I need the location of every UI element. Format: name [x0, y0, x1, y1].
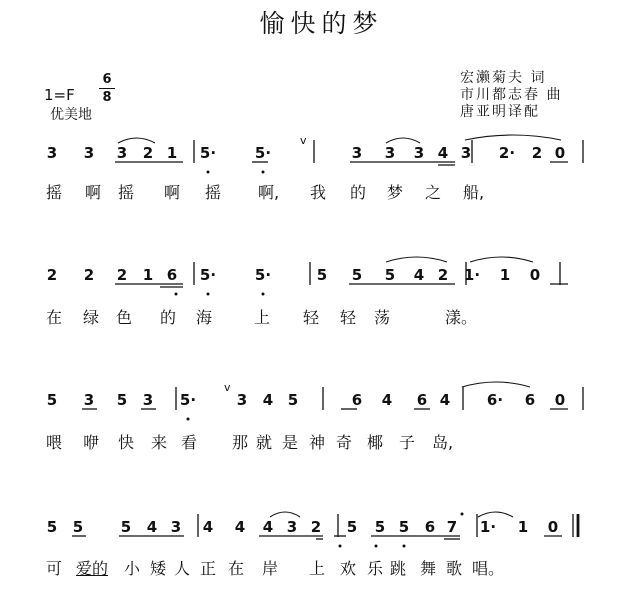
- note: 5: [398, 518, 410, 536]
- octave-dot-low: [375, 545, 378, 548]
- lyric-syllable: 看: [181, 433, 198, 452]
- note: 3: [142, 391, 154, 409]
- octave-dot-low: [207, 293, 210, 296]
- lyric-syllable: 的: [350, 183, 367, 202]
- lyric-syllable: 轻: [303, 308, 320, 327]
- lyric-syllable: 摇: [46, 183, 63, 202]
- note: 5: [46, 391, 58, 409]
- note: 5: [351, 266, 363, 284]
- note: 5: [374, 518, 386, 536]
- lyric-syllable: 就: [256, 433, 273, 452]
- octave-dot-high: [461, 513, 464, 516]
- note: 5: [72, 518, 84, 536]
- lyric-syllable: 岸: [262, 559, 279, 578]
- octave-dot-low: [339, 545, 342, 548]
- note: 2: [531, 144, 543, 162]
- note: 3: [170, 518, 182, 536]
- note: 5·: [199, 266, 217, 284]
- score-line-3: [47, 381, 583, 421]
- breath-mark: v: [224, 381, 231, 394]
- note: 4: [234, 518, 246, 536]
- lyric-syllable: 喂: [46, 433, 63, 452]
- octave-dot-low: [207, 171, 210, 174]
- note: 5: [46, 518, 58, 536]
- note: 3: [83, 391, 95, 409]
- note: 3: [351, 144, 363, 162]
- note: 5·: [179, 391, 197, 409]
- lyric-syllable: 啊: [164, 183, 181, 202]
- lyric-syllable: 荡: [374, 308, 391, 327]
- note: 4: [413, 266, 425, 284]
- note: 5·: [199, 144, 217, 162]
- lyric-syllable: 人: [174, 559, 191, 578]
- note: 5: [120, 518, 132, 536]
- lyric-syllable: 神: [309, 433, 326, 452]
- note: 6: [166, 266, 178, 284]
- lyric-syllable: 海: [196, 308, 213, 327]
- score-line-2: [47, 257, 568, 296]
- lyric-syllable: 歌: [446, 559, 463, 578]
- lyric-syllable: 欢: [340, 559, 357, 578]
- lyric-syllable: 小: [124, 559, 141, 578]
- slur: [270, 512, 300, 517]
- note: 5: [116, 391, 128, 409]
- slur: [465, 135, 561, 140]
- note: 2·: [498, 144, 516, 162]
- lyric-syllable: 爱的: [76, 559, 109, 578]
- note: 2: [46, 266, 58, 284]
- note: 4: [202, 518, 214, 536]
- octave-dot-low: [175, 293, 178, 296]
- note: 5: [384, 266, 396, 284]
- note: 3: [236, 391, 248, 409]
- lyric-syllable: 正: [200, 559, 217, 578]
- lyric-syllable: 唱。: [472, 559, 505, 578]
- lyric-syllable: 上: [254, 308, 271, 327]
- lyric-syllable: 摇: [205, 183, 222, 202]
- note: 1·: [463, 266, 481, 284]
- lyric-syllable: 绿: [83, 308, 100, 327]
- key-signature: 1=F: [44, 86, 75, 104]
- note: 6: [351, 391, 363, 409]
- lyric-syllable: 舞: [420, 559, 437, 578]
- lyric-syllable: 啊,: [258, 183, 280, 202]
- lyric-syllable: 快: [118, 433, 135, 452]
- meter-bottom: 8: [102, 90, 112, 105]
- slur: [386, 257, 447, 262]
- note: 6: [416, 391, 428, 409]
- note: 3: [83, 144, 95, 162]
- lyric-syllable: 我: [310, 183, 327, 202]
- note: 3: [116, 144, 128, 162]
- note: 5: [316, 266, 328, 284]
- note: 0: [554, 391, 566, 409]
- note: 2: [142, 144, 154, 162]
- octave-dot-low: [262, 171, 265, 174]
- note: 1: [499, 266, 511, 284]
- note: 0: [554, 144, 566, 162]
- lyric-syllable: 可: [46, 559, 63, 578]
- lyric-syllable: 摇: [118, 183, 135, 202]
- note: 2: [83, 266, 95, 284]
- note: 4: [437, 144, 449, 162]
- note: 2: [310, 518, 322, 536]
- score-line-1: [47, 134, 583, 174]
- lyric-syllable: 椰: [367, 433, 384, 452]
- lyric-syllable: 子: [399, 433, 416, 452]
- lyric-syllable: 是: [282, 433, 299, 452]
- lyric-syllable: 奇: [336, 433, 353, 452]
- tempo-marking: 优美地: [50, 107, 92, 123]
- lyric-syllable: 矮: [150, 559, 167, 578]
- lyric-syllable: 梦: [387, 183, 404, 202]
- note: 6: [524, 391, 536, 409]
- note: 5: [287, 391, 299, 409]
- lyricist-credit: 宏濑菊夫 词: [460, 70, 547, 86]
- octave-dot-low: [187, 418, 190, 421]
- note: 7: [446, 518, 458, 536]
- lyric-syllable: 的: [160, 308, 177, 327]
- slur: [470, 257, 533, 262]
- note: 6: [424, 518, 436, 536]
- octave-dot-low: [403, 545, 406, 548]
- lyric-syllable: 之: [425, 183, 442, 202]
- note: 6·: [486, 391, 504, 409]
- note: 5·: [254, 266, 272, 284]
- lyric-syllable: 咿: [83, 433, 100, 452]
- lyric-syllable: 漾。: [445, 308, 478, 327]
- lyric-syllable: 在: [46, 308, 63, 327]
- slur: [478, 512, 513, 517]
- song-title: 愉快的梦: [259, 9, 384, 38]
- meter-top: 6: [102, 72, 112, 87]
- note: 0: [547, 518, 559, 536]
- lyric-syllable: 岛,: [432, 433, 454, 452]
- note: 3: [460, 144, 472, 162]
- score-line-4: [47, 512, 578, 548]
- note: 2: [116, 266, 128, 284]
- note: 4: [262, 518, 274, 536]
- note: 4: [262, 391, 274, 409]
- lyric-syllable: 来: [151, 433, 168, 452]
- lyric-syllable: 那: [232, 433, 249, 452]
- note: 1: [517, 518, 529, 536]
- lyric-syllable: 在: [228, 559, 245, 578]
- slur: [386, 138, 420, 143]
- lyric-syllable: 乐: [367, 559, 384, 578]
- slur: [118, 138, 155, 143]
- note: 4: [439, 391, 451, 409]
- note: 0: [529, 266, 541, 284]
- note: 2: [437, 266, 449, 284]
- note: 3: [384, 144, 396, 162]
- note: 1: [166, 144, 178, 162]
- note: 1: [142, 266, 154, 284]
- note: 5: [346, 518, 358, 536]
- note: 3: [413, 144, 425, 162]
- note: 3: [46, 144, 58, 162]
- lyric-syllable: 轻: [340, 308, 357, 327]
- slur: [462, 382, 530, 387]
- lyric-syllable: 船,: [463, 183, 485, 202]
- lyric-syllable: 色: [116, 308, 133, 327]
- note: 4: [381, 391, 393, 409]
- lyric-syllable: 啊: [85, 183, 102, 202]
- note: 3: [286, 518, 298, 536]
- translator-credit: 唐亚明译配: [460, 104, 540, 120]
- octave-dot-low: [262, 293, 265, 296]
- note: 1·: [479, 518, 497, 536]
- breath-mark: v: [300, 134, 307, 147]
- composer-credit: 市川都志春 曲: [460, 87, 563, 103]
- lyric-syllable: 跳: [390, 559, 407, 578]
- note: 4: [146, 518, 158, 536]
- note: 5·: [254, 144, 272, 162]
- lyric-syllable: 上: [309, 559, 326, 578]
